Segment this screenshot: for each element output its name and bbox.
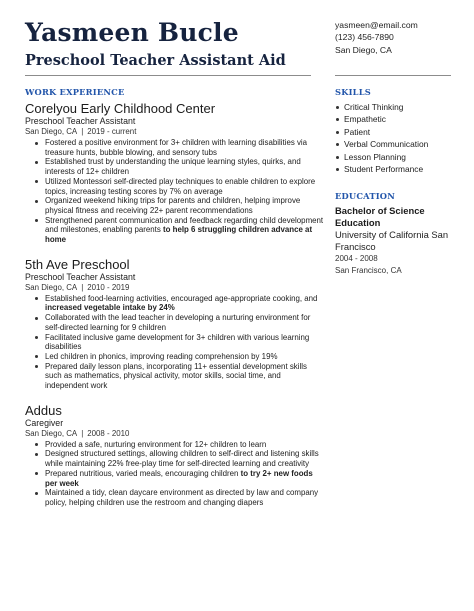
education-location: San Francisco, CA [335, 266, 402, 275]
bullet-text: Established trust by understanding the unique learning styles, quirks, and interests of 12+ children [45, 157, 301, 177]
bullet-text: Designed structured settings, allowing children to self-direct and listening skills while maintaining 22% free-play time for self-directed learning and creativity [45, 449, 319, 469]
job-bullet [45, 469, 325, 488]
job-company: Corelyou Early Childhood Center [25, 101, 216, 116]
meta-separator: | [81, 428, 84, 438]
education-section [335, 191, 451, 277]
job-location: San Diego, CA [25, 127, 78, 136]
education-school: University of California San Francisco [335, 229, 449, 252]
job-bullet [45, 440, 325, 450]
candidate-name: Yasmeen Bucle [25, 18, 239, 47]
bullet-text: Maintained a tidy, clean daycare environment as directed by law and company policy, helping children use the restroom and changing diapers [45, 488, 319, 507]
job-bullet [45, 333, 325, 352]
meta-separator: | [81, 127, 84, 136]
bullet-highlight: to try 2+ new foods per week [45, 468, 313, 488]
job-bullet [45, 362, 325, 391]
bullet-text: Organized weekend hiking trips for parents and children, helping improve physical fitness and receiving 22+ parent recommendations [45, 196, 301, 215]
bullet-highlight: increased vegetable intake by 24% [45, 303, 175, 313]
bullet-text: Led children in phonics, improving reading comprehension by 19% [45, 351, 278, 361]
header-divider-left [25, 75, 311, 76]
contact-email: yasmeen@email.com [335, 20, 418, 30]
skill-item: Empathetic [344, 113, 451, 125]
job-location: San Diego, CA [25, 282, 78, 292]
job-role: Caregiver [25, 417, 64, 428]
bullet-text: Prepared nutritious, varied meals, encouraging children [45, 468, 241, 478]
job-bullets [25, 294, 325, 391]
job-bullet [45, 157, 325, 176]
job-dates: 2010 - 2019 [87, 282, 130, 292]
skill-item: Critical Thinking [344, 101, 451, 113]
skill-item: Verbal Communication [344, 138, 451, 150]
bullet-text: Collaborated with the lead teacher in developing a nurturing environment for self-directed learning for 9 children [45, 313, 311, 332]
bullet-highlight: to help 6 struggling children advance at home [45, 225, 313, 245]
contact-phone: (123) 456-7890 [335, 32, 394, 43]
meta-separator: | [81, 282, 84, 292]
job-dates: 2008 - 2010 [87, 428, 130, 438]
skill-item: Lesson Planning [344, 151, 451, 163]
job-meta [25, 127, 325, 137]
job-bullets [25, 138, 325, 245]
job-bullets [25, 440, 325, 508]
job-bullet [45, 294, 325, 313]
education-degree: Bachelor of Science Education [335, 205, 425, 228]
skill-item: Patient [344, 126, 451, 138]
job-bullet [45, 352, 325, 362]
job-role: Preschool Teacher Assistant [25, 116, 136, 126]
contact-location: San Diego, CA [335, 44, 392, 55]
job-entry [25, 101, 325, 245]
job-meta [25, 283, 325, 293]
skills-list [335, 101, 451, 175]
work-experience-heading: WORK EXPERIENCE [25, 87, 125, 97]
jobs-list [25, 101, 325, 508]
job-bullet [45, 313, 325, 332]
job-bullet [45, 488, 325, 507]
job-location: San Diego, CA [25, 428, 78, 438]
job-entry [25, 257, 325, 391]
job-bullet [45, 196, 325, 215]
bullet-text: Prepared daily lesson plans, incorporating 11+ essential development skills such as mathematics, physical activity, motor skills, social time, and independent work [45, 361, 307, 391]
job-dates: 2019 - current [87, 127, 137, 136]
job-bullet [45, 138, 325, 157]
bullet-text: Established food-learning activities, encouraged age-appropriate cooking, and [45, 293, 318, 303]
job-company: Addus [25, 402, 62, 418]
bullet-text: Utilized Montessori self-directed play techniques to enable children to explore topics, increasing testing scores by 7% on average [45, 176, 316, 196]
candidate-title: Preschool Teacher Assistant Aid [25, 52, 286, 69]
bullet-text: Provided a safe, nurturing environment for 12+ children to learn [45, 439, 267, 449]
skills-heading: SKILLS [335, 87, 371, 97]
job-role: Preschool Teacher Assistant [25, 271, 136, 282]
skill-item: Student Performance [344, 163, 451, 175]
header-divider-right [335, 75, 451, 76]
job-company: 5th Ave Preschool [25, 256, 130, 272]
job-bullet [45, 216, 325, 245]
bullet-text: Facilitated inclusive game development for 3+ children with various learning disabilities [45, 332, 310, 352]
education-heading: EDUCATION [335, 191, 396, 201]
job-bullet [45, 177, 325, 196]
skills-section [335, 87, 451, 175]
bullet-text: Fostered a positive environment for 3+ children with learning disabilities via treasure hunts, bubble blowing, and sensory tubs [45, 138, 308, 157]
job-entry [25, 403, 325, 508]
job-meta [25, 429, 325, 439]
education-dates: 2004 - 2008 [335, 254, 378, 263]
bullet-text: Strengthened parent communication and feedback regarding child development and milestones, enabling parents [45, 215, 324, 235]
work-experience-section [25, 87, 325, 520]
contact-block [335, 19, 418, 56]
job-bullet [45, 449, 325, 468]
